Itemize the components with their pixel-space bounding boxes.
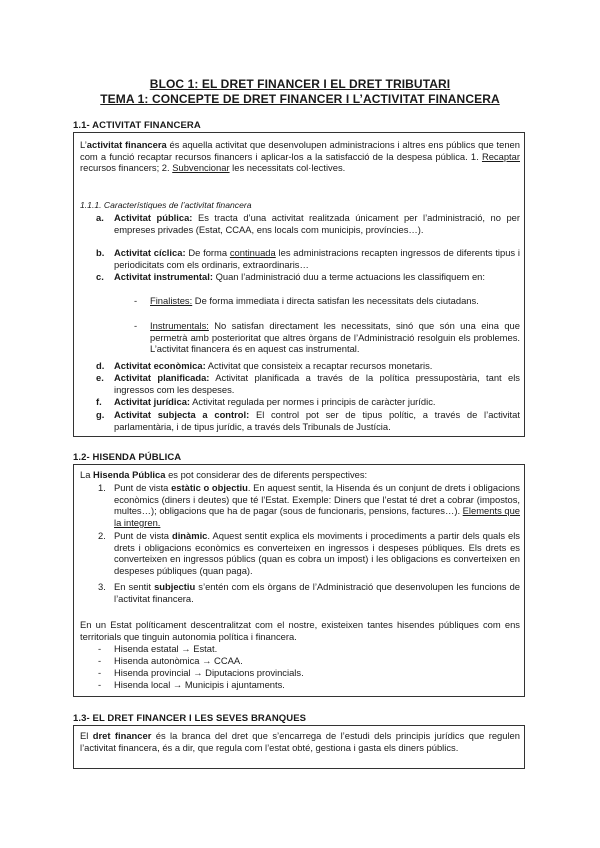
instrumental-finalistes: Finalistes: De forma immediata i directa satisfan les necessitats dels ciutadans. bbox=[150, 295, 479, 306]
list-marker: f. bbox=[96, 396, 102, 407]
dret-financer-definition: El dret financer és la branca del dret que s’encarrega de l’estudi dels principis jurídics que regulen l’activitat financera, és a dir, que regula com l’estat obté, gestiona i gasta els diners públics. bbox=[80, 730, 520, 753]
tema-title: TEMA 1: CONCEPTE DE DRET FINANCER I L’ACTIVITAT FINANCERA bbox=[100, 92, 500, 106]
caracteristica-e: Activitat planificada: Activitat planificada a través de la política pressupostària, tant els ingressos com les despeses. bbox=[114, 372, 520, 395]
caracteristiques-subheading: 1.1.1. Característiques de l’activitat financera bbox=[80, 200, 252, 210]
dash-marker: - bbox=[98, 667, 102, 678]
dash-marker: - bbox=[134, 320, 138, 331]
hisenda-local: Hisenda local → Municipis i ajuntaments. bbox=[114, 679, 285, 690]
caracteristica-d: Activitat econòmica: Activitat que consisteix a recaptar recursos monetaris. bbox=[114, 360, 433, 371]
bloc-title: BLOC 1: EL DRET FINANCER I EL DRET TRIBUTARI bbox=[149, 77, 451, 91]
section-1-2-heading: 1.2- HISENDA PÚBLICA bbox=[73, 452, 182, 463]
dash-marker: - bbox=[134, 295, 138, 306]
list-marker: 2. bbox=[98, 530, 106, 541]
list-marker: 3. bbox=[98, 581, 106, 592]
caracteristica-a: Activitat pública: Es tracta d’una activitat realitzada únicament per l’administració, no per empreses privades (Estat, CCAA, ens locals com municipis, províncies…). bbox=[114, 212, 521, 235]
activitat-financera-definition: L’activitat financera és aquella activitat que desenvolupen administracions i altres ens públics que tenen com a funció recaptar recursos financers i aplicar-los a la satisfacció de la despesa pública. 1. Recaptar recursos financers; 2. Subvencionar les necessitats col·lectives. bbox=[80, 139, 520, 174]
section-1-1-box bbox=[73, 132, 525, 437]
list-marker: b. bbox=[96, 247, 105, 258]
dash-marker: - bbox=[98, 655, 102, 666]
caracteristica-f: Activitat jurídica: Activitat regulada per normes i principis de caràcter jurídic. bbox=[114, 396, 436, 407]
dash-marker: - bbox=[98, 679, 102, 690]
section-1-3-box bbox=[73, 725, 525, 769]
list-marker: 1. bbox=[98, 482, 106, 493]
perspectiva-subjectiva: En sentit subjectiu s’entén com els òrgans de l’Administració que desenvolupen les funcions de l’activitat financera. bbox=[114, 581, 520, 604]
section-1-2-box bbox=[73, 464, 525, 697]
section-1-1-heading: 1.1- ACTIVITAT FINANCERA bbox=[73, 120, 201, 131]
section-1-3-heading: 1.3- EL DRET FINANCER I LES SEVES BRANQUES bbox=[73, 713, 307, 724]
dash-marker: - bbox=[98, 643, 102, 654]
caracteristica-c: Activitat instrumental: Quan l’administració duu a terme actuacions les classifiquem en: bbox=[114, 271, 485, 282]
list-marker: c. bbox=[96, 271, 104, 282]
perspectiva-estatica: Punt de vista estàtic o objectiu. En aquest sentit, la Hisenda és un conjunt de drets i obligacions econòmics (diners i deutes) que té l’Estat. Exemple: Diners que l’estat té dret a cobrar (impostos, multes…); obligacions que ha de pagar (sous de funcionaris, pensions, factures…). Elements que la integren. bbox=[114, 482, 521, 528]
caracteristica-g: Activitat subjecta a control: El control pot ser de tipus polític, a través de l’activitat parlamentària, i de tipus jurídic, a través dels Tribunals de Justícia. bbox=[114, 409, 520, 432]
perspectiva-dinamica: Punt de vista dinàmic. Aquest sentit explica els moviments i procediments a partir dels quals els drets i obligacions econòmics es converteixen en ingressos i despeses públiques. Els drets es converteixen en ingressos públics (quan es cobra un impost) i les obligacions es converteixen en despeses públiques (quan paga). bbox=[114, 530, 520, 576]
list-marker: a. bbox=[96, 212, 104, 223]
hisenda-provincial: Hisenda provincial → Diputacions provincials. bbox=[114, 667, 304, 678]
hisenda-autonomica: Hisenda autonòmica → CCAA. bbox=[114, 655, 243, 666]
caracteristica-b: Activitat cíclica: De forma continuada les administracions recapten ingressos de diferents tipus i periodicitats com els ordinaris, extraordinaris… bbox=[114, 247, 520, 270]
list-marker: g. bbox=[96, 409, 105, 420]
hisenda-estatal: Hisenda estatal → Estat. bbox=[114, 643, 218, 654]
list-marker: e. bbox=[96, 372, 104, 383]
estat-descentralitzat-para: En un Estat políticament descentralitzat com el nostre, existeixen tantes hisendes públiques com ens territorials que tinguin autonomia política i financera. bbox=[80, 619, 520, 642]
instrumental-instrumentals: Instrumentals: No satisfan directament les necessitats, sinó que són una eina que permetrà amb posterioritat que altres òrgans de l’Administració resolguin els problemes. L’activitat financera és en aquest cas instrumental. bbox=[150, 320, 520, 355]
list-marker: d. bbox=[96, 360, 105, 371]
hisenda-intro: La Hisenda Pública es pot considerar des de diferents perspectives: bbox=[80, 469, 368, 480]
